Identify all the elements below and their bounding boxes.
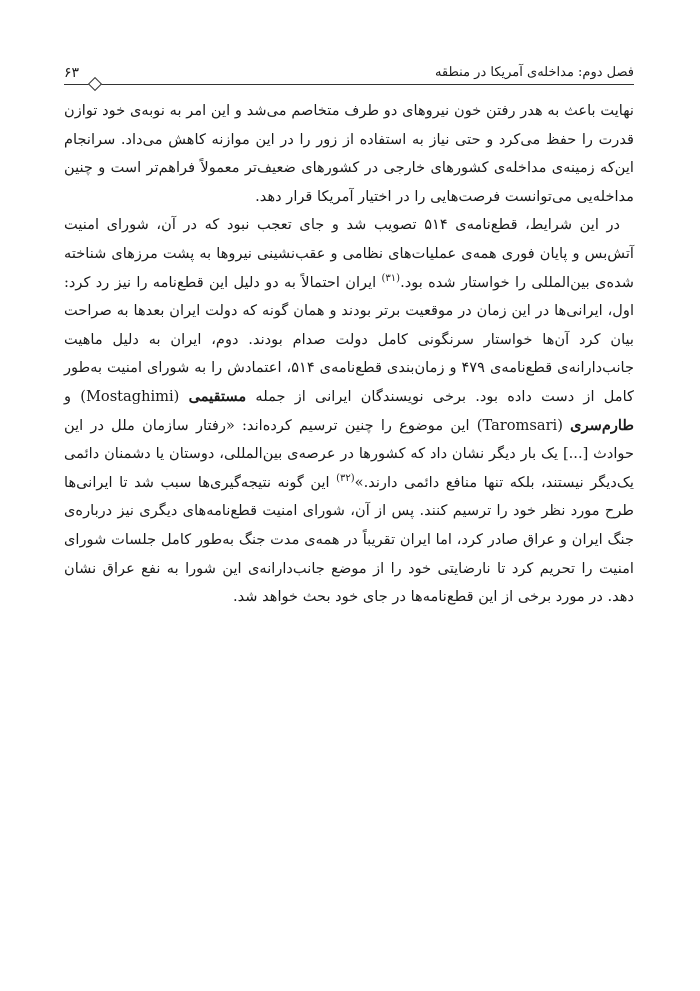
paragraph-2-part-1: در این شرایط، قطع‌نامه‌ی ۵۱۴ تصویب شد و جای تعجب نبود که در آن، شورای امنیت آتش‌بس و پایان فوری همه‌ی عملیات‌های نظامی و عقب‌نشینی نیروها به پشت مرزهای شناخته شده‌ی بین‌المللی را خواستار شده بود. — [64, 216, 634, 291]
running-header — [64, 62, 634, 86]
text-body — [64, 97, 634, 612]
paragraph-2-part-3: این گونه نتیجه‌گیری‌ها سبب شد تا ایرانی‌ها طرح مورد نظر خود را ترسیم کنند. پس از آن، شورای امنیت قطع‌نامه‌های دیگری نیز درباره‌ی جنگ ایران و عراق صادر کرد، اما ایران تقریباً در همه‌ی مدت جنگ به‌طور کامل جلسات شورای امنیت را تحریم کرد تا نارضایتی خود را از موضع جانب‌دارانه‌ی این شورا به نفع عراق نشان دهد. در مورد برخی از این قطع‌نامه‌ها در جای خود بحث خواهد شد. — [64, 473, 634, 606]
paragraph-1: نهایت باعث به هدر رفتن خون نیروهای دو طرف متخاصم می‌شد و این امر به نوبه‌ی خود توازن قدرت را حفظ می‌کرد و حتی نیاز به استفاده از زور را در این موازنه کاهش می‌داد. سرانجام این‌که زمینه‌ی مداخله‌ی کشورهای خارجی در کشورهای ضعیف‌تر معمولاً فراهم‌تر است و چنین مداخله‌یی می‌توانست فرصت‌هایی را در اختیار آمریکا قرار دهد. — [64, 102, 634, 205]
diamond-ornament-icon — [88, 77, 102, 91]
paragraph-2 — [64, 211, 634, 611]
author-latin-mostaghimi: (Mostaghimi) — [71, 387, 189, 405]
paragraph-2-quote: این موضوع را چنین ترسیم کرده‌اند: «رفتار سازمان ملل در این حوادث [...] یک بار دیگر نشان داد که کشورها در عرصه‌ی بین‌المللی، دوستان یا دشمنان دائمی یک‌دیگر نیستند، بلکه تنها منافع دائمی دارند.» — [64, 416, 634, 491]
author-name-taromsari: طارم‌سری — [570, 416, 634, 434]
citation-32: (۳۲) — [336, 472, 355, 484]
citation-31: (۳۱) — [381, 272, 401, 284]
header-rule — [64, 84, 634, 85]
author-latin-taromsari: (Taromsari) — [469, 416, 571, 434]
author-name-mostaghimi: مستقیمی — [188, 387, 247, 405]
chapter-title: فصل دوم: مداخله‌ی آمریکا در منطقه — [434, 65, 634, 80]
conjunction: و — [64, 387, 72, 405]
page-number: ۶۳ — [64, 65, 80, 81]
paragraph-2-part-2: ایران احتمالاً به دو دلیل این قطع‌نامه را نیز رد کرد: اول، ایرانی‌ها در این زمان در موقعیت برتر بودند و همان گونه که دولت ایران بعدها به صراحت بیان کرد آن‌ها خواستار سرنگونی کامل دولت صدام بودند. دوم، ایران به دلیل ماهیت جانب‌دارانه‌ی قطع‌نامه‌ی ۴۷۹ و زمان‌بندی قطع‌نامه‌ی ۵۱۴، اعتمادش را به شورای امنیت به‌طور کامل از دست داده بود. برخی نویسندگان ایرانی از جمله — [64, 273, 635, 405]
